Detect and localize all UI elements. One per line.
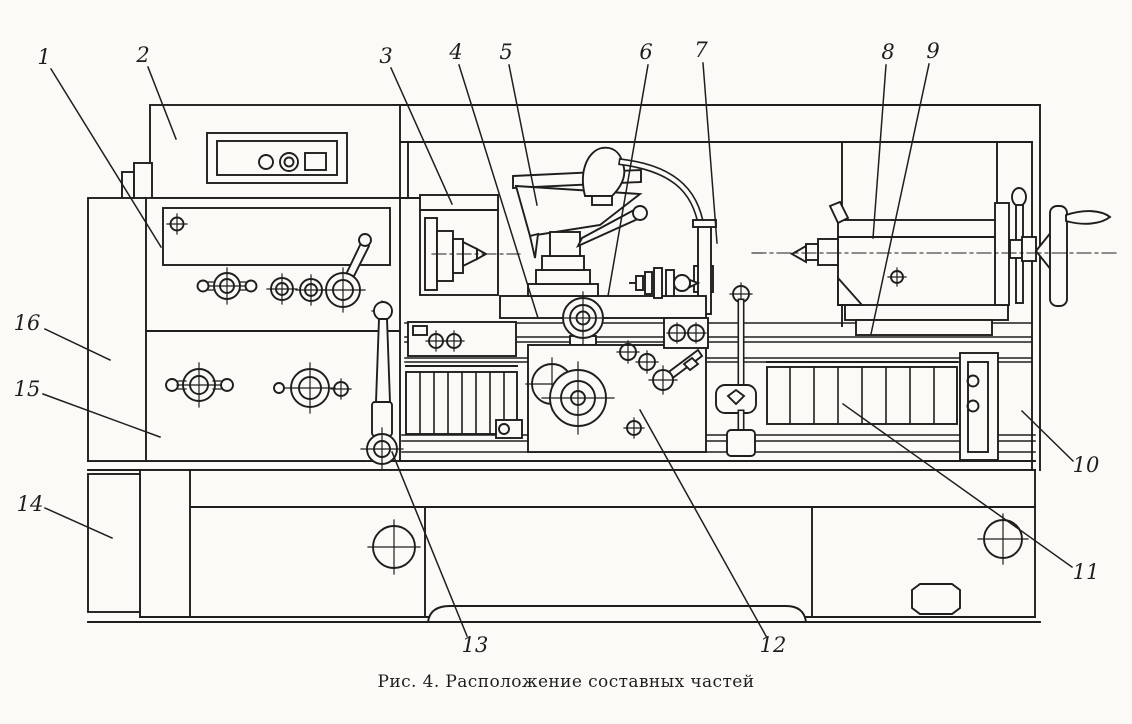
callout-11: 11 [1072,560,1100,584]
tailstock [792,188,1110,335]
figure-caption: Рис. 4. Расположение составных частей [377,672,755,692]
cabinet-step [134,163,152,200]
callout-16: 16 [13,311,41,335]
callout-3: 3 [379,44,393,68]
feed-gearbox-block [408,322,516,356]
leader-line-8 [873,65,886,238]
leader-line-10 [1022,411,1073,461]
base-left-panel [88,474,140,612]
callout-15: 15 [13,377,41,401]
base-cabinet [88,461,1035,617]
callout-12: 12 [759,633,787,657]
callout-6: 6 [639,40,653,64]
compound-handle [630,268,698,298]
callout-10: 10 [1072,453,1100,477]
cutting-tool [530,234,538,258]
tailstock-quill [792,239,838,265]
bed-end-bracket [960,353,998,460]
leader-line-7 [703,63,717,243]
chuck [420,195,498,295]
callout-8: 8 [881,40,895,64]
electrical-cabinet [122,105,400,200]
tailstock-center [792,246,806,262]
clamp-lever [830,202,848,223]
callout-4: 4 [449,40,463,64]
callout-13: 13 [461,633,489,657]
tailstock-handwheel [1010,206,1110,306]
coolant-pipe [716,283,756,456]
callout-7: 7 [694,38,708,62]
callout-5: 5 [499,40,513,64]
callout-1: 1 [37,45,51,69]
callout-14: 14 [16,492,44,516]
crank-handle [1066,211,1110,224]
callout-9: 9 [926,39,940,63]
headstock-cabinet [88,198,400,461]
apron [496,318,708,452]
callout-2: 2 [136,43,150,67]
way-cover-right [767,362,957,424]
